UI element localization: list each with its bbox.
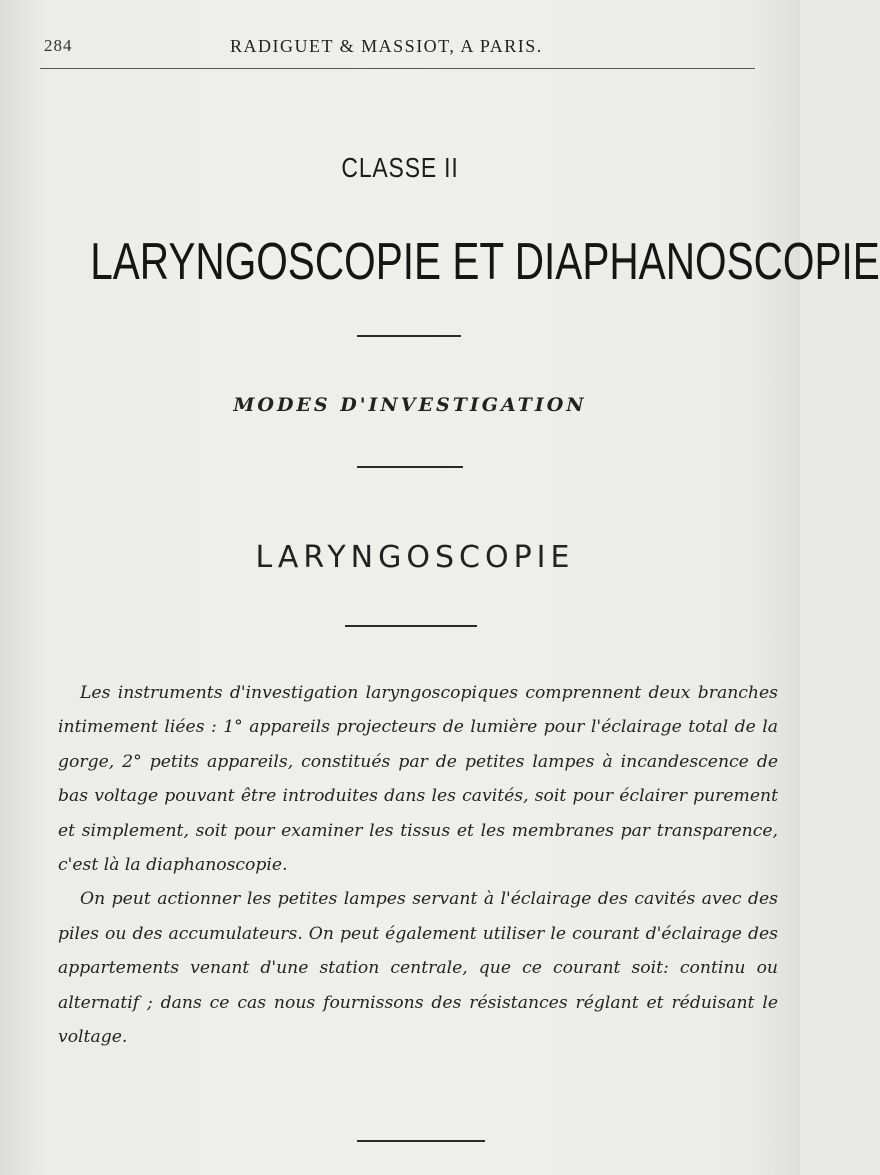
paragraph: Les instruments d'investigation laryngoscopiques comprennent deux branches intimement liées : 1° appareils projecteurs de lumière pour l'éclairage total de la gorge, 2° petits appareils, constitués par de petites lampes à incandescence de bas voltage pouvant être introduites dans les cavités, soit pour éclairer purement et simplement, soit pour examiner les tissus et les membranes par transparence, c'est là la diaphanoscopie.	[58, 683, 778, 876]
running-title: RADIGUET & MASSIOT, A PARIS.	[230, 36, 543, 56]
divider-rule	[357, 1140, 485, 1142]
divider-rule	[345, 625, 477, 627]
paragraph: On peut actionner les petites lampes servant à l'éclairage des cavités avec des piles ou des accumulateurs. On peut également utiliser le courant d'éclairage des appartements venant d'une station centrale, que ce courant soit: continu ou alternatif ; dans ce cas nous fournissons des résistances réglant et réduisant le voltage.	[58, 889, 778, 1048]
divider-rule	[357, 466, 463, 468]
body-text	[58, 676, 778, 1054]
page-number: 284	[44, 36, 73, 55]
divider-rule	[357, 335, 461, 337]
subtitle: MODES D'INVESTIGATION	[233, 394, 587, 416]
running-head	[40, 36, 755, 66]
main-title: LARYNGOSCOPIE ET DIAPHANOSCOPIE	[90, 233, 880, 291]
class-heading: CLASSE II	[341, 152, 459, 183]
header-rule	[40, 68, 755, 69]
section-title: LARYNGOSCOPIE	[255, 540, 575, 575]
